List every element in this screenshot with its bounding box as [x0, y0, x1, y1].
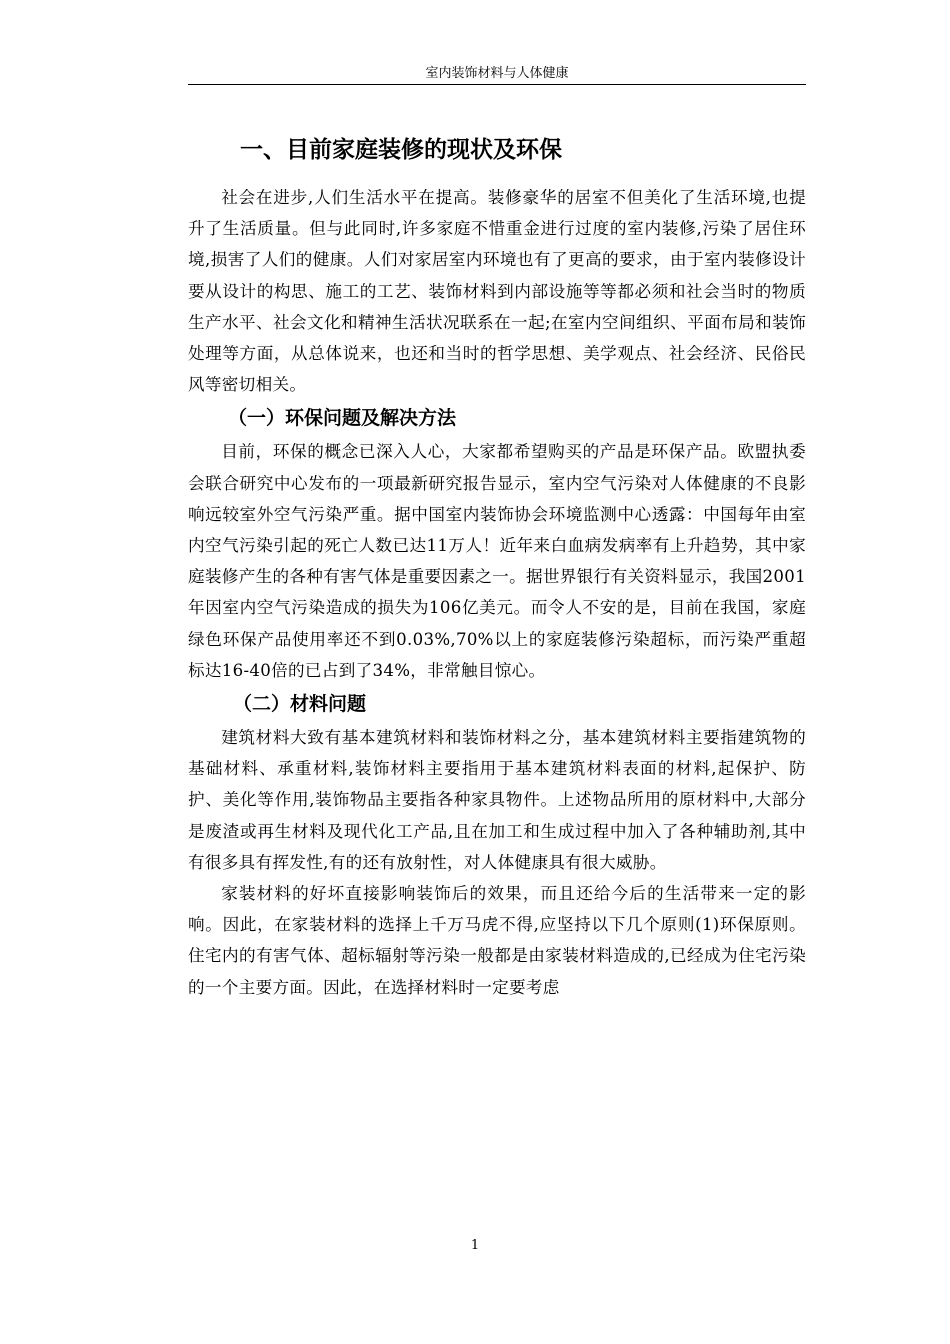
intro-paragraph: 社会在进步,人们生活水平在提高。装修豪华的居室不但美化了生活环境,也提升了生活质量。但与此同时,许多家庭不惜重金进行过度的室内装修,污染了居住环境,损害了人们的健康。人们对家居室内环境也有了更高的要求，由于室内装修设计要从设计的构思、施工的工艺、装饰材料到内部设施等等都必须和社会当时的物质生产水平、社会文化和精神生活状况联系在一起;在室内空间组织、平面布局和装饰处理等方面，从总体说来，也还和当时的哲学思想、美学观点、社会经济、民俗民风等密切相关。: [188, 188, 806, 395]
materials-principles-paragraph: 家装材料的好坏直接影响装饰后的效果，而且还给今后的生活带来一定的影响。因此，在家装材料的选择上千万马虎不得,应坚持以下几个原则(1)环保原则。住宅内的有害气体、超标辐射等污染一般都是由家装材料造成的,已经成为住宅污染的一个主要方面。因此，在选择材料时一定要考虑: [188, 884, 806, 997]
subsection-title-materials: （二）材料问题: [233, 693, 367, 716]
materials-paragraph: 建筑材料大致有基本建筑材料和装饰材料之分，基本建筑材料主要指建筑物的基础材料、承重材料,装饰材料主要指用于基本建筑材料表面的材料,起保护、防护、美化等作用,装饰物品主要指各种家具物件。上述物品所用的原材料中,大部分是废渣或再生材料及现代化工产品,且在加工和生成过程中加入了各种辅助剂,其中有很多具有挥发性,有的还有放射性，对人体健康具有很大威胁。: [188, 728, 806, 872]
page-number: 1: [470, 1238, 480, 1253]
document-body: [188, 128, 806, 1003]
section-title: 一、目前家庭装修的现状及环保: [240, 137, 562, 163]
subsection-title-environment: （一）环保问题及解决方法: [228, 407, 457, 430]
header-divider: [188, 84, 806, 85]
page-header: 室内装饰材料与人体健康: [425, 66, 569, 81]
environment-paragraph: 目前，环保的概念已深入人心，大家都希望购买的产品是环保产品。欧盟执委会联合研究中心发布的一项最新研究报告显示，室内空气污染对人体健康的不良影响远较室外空气污染严重。据中国室内装饰协会环境监测中心透露：中国每年由室内空气污染引起的死亡人数已达11万人！近年来白血病发病率有上升趋势，其中家庭装修产生的各种有害气体是重要因素之一。据世界银行有关资料显示，我国2001年因室内空气污染造成的损失为106亿美元。而令人不安的是，目前在我国，家庭绿色环保产品使用率还不到0.03%,70%以上的家庭装修污染超标，而污染严重超标达16-40倍的已占到了34%，非常触目惊心。: [188, 442, 806, 680]
